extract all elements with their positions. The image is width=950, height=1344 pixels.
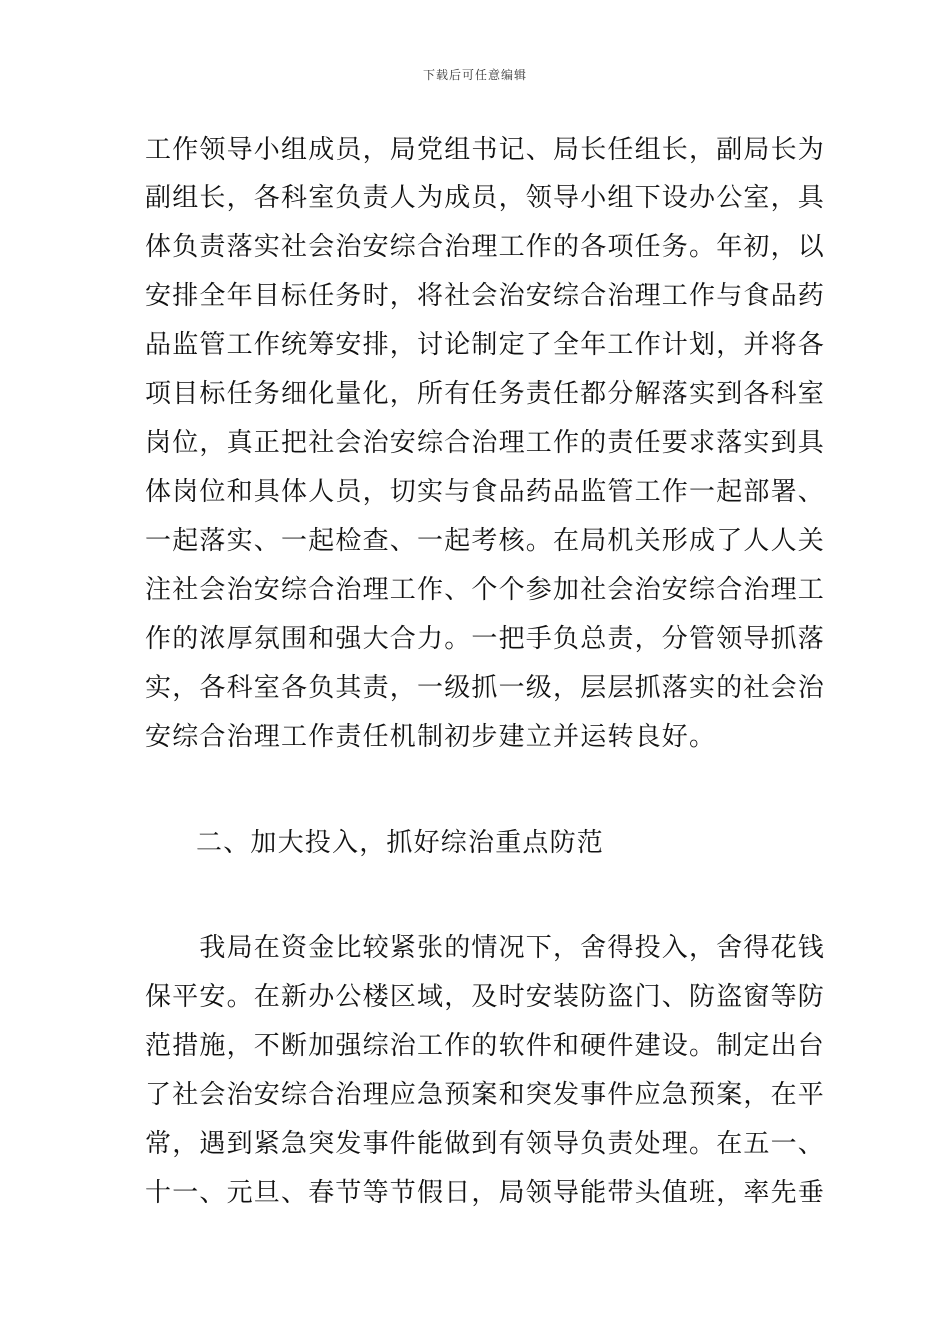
paragraph2-line: 我局在资金比较紧张的情况下，舍得投入，舍得花钱	[145, 933, 826, 963]
paragraph2-line: 保平安。在新办公楼区域，及时安装防盗门、防盗窗等防	[145, 982, 826, 1012]
paragraph1-line: 一起落实、一起检查、一起考核。在局机关形成了人人关	[145, 526, 826, 556]
paragraph1-line: 副组长，各科室负责人为成员，领导小组下设办公室，具	[145, 183, 826, 213]
paragraph1-line: 注社会治安综合治理工作、个个参加社会治安综合治理工	[145, 575, 826, 605]
paragraph1-line: 岗位，真正把社会治安综合治理工作的责任要求落实到具	[145, 428, 826, 458]
paragraph2-line: 了社会治安综合治理应急预案和突发事件应急预案，在平	[145, 1080, 826, 1110]
paragraph1-line: 安综合治理工作责任机制初步建立并运转良好。	[145, 722, 717, 752]
paragraph1-line: 项目标任务细化量化，所有任务责任都分解落实到各科室	[145, 379, 826, 409]
paragraph2-line: 范措施，不断加强综治工作的软件和硬件建设。制定出台	[145, 1031, 826, 1061]
paragraph1-line: 工作领导小组成员，局党组书记、局长任组长，副局长为	[145, 135, 826, 165]
paragraph1-line: 实，各科室各负其责，一级抓一级，层层抓落实的社会治	[145, 673, 826, 703]
paragraph2-line: 常，遇到紧急突发事件能做到有领导负责处理。在五一、	[145, 1129, 826, 1159]
paragraph1-line: 作的浓厚氛围和强大合力。一把手负总责，分管领导抓落	[145, 624, 826, 654]
paragraph1-line: 安排全年目标任务时，将社会治安综合治理工作与食品药	[145, 281, 826, 311]
paragraph1-line: 体负责落实社会治安综合治理工作的各项任务。年初，以	[145, 232, 826, 262]
paragraph1-line: 体岗位和具体人员，切实与食品药品监管工作一起部署、	[145, 477, 826, 507]
paragraph2-line: 十一、元旦、春节等节假日，局领导能带头值班，率先垂	[145, 1178, 826, 1208]
page-header-note: 下载后可任意编辑	[422, 68, 527, 82]
section-heading: 二、加大投入，抓好综治重点防范	[196, 828, 605, 858]
paragraph1-line: 品监管工作统筹安排，讨论制定了全年工作计划，并将各	[145, 330, 826, 360]
